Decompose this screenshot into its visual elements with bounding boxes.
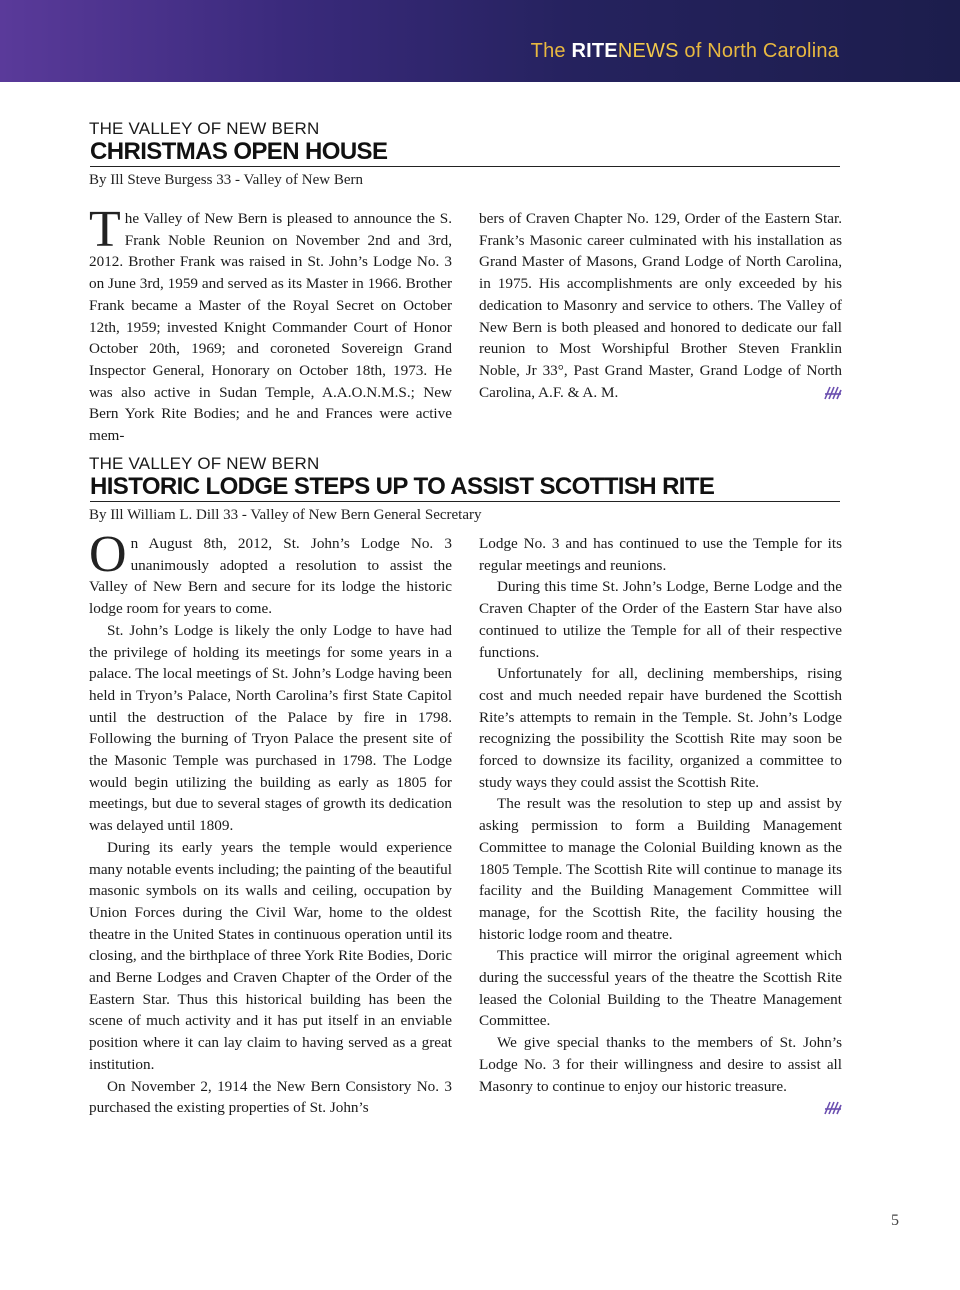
article1-kicker: THE VALLEY OF NEW BERN [89,119,320,138]
article1-byline: By Ill Steve Burgess 33 - Valley of New Bern [89,172,363,188]
masthead-rite: RITE [571,40,618,62]
masthead-pre: The [530,40,572,62]
article2-right-p4: The result was the resolution to step up and assist by asking permission to form a Building Management Committee to manage the Colonial Building known as the 1805 Temple. The Scottish Rite will continue to manage its facility and the Building Management Committee will manage, for the Scottish Rite, the facility housing the historic lodge room and theatre. [479,795,842,943]
article2-heading [89,455,840,525]
article1-headline: CHRISTMAS OPEN HOUSE [90,138,840,167]
page-header-band [0,0,960,82]
article1-left-text: he Valley of New Bern is pleased to announce the S. Frank Noble Reunion on November 2nd and 3rd, 2012. Brother Frank was raised in St. John’s Lodge No. 3 on June 3rd, 1959 and served as its Master in 1966. Brother Frank became a Master of the Royal Secret on October 12th, 1959; invested Knight Commander Court of Honor October 20th, 1969; and coroneted Sovereign Grand Inspector General, Honorary on October 18th, 1973. He was also active in Sudan Temple, A.A.O.N.M.S.; New Bern York Rite Bodies; and he and Frances were active mem- [89,210,452,445]
article1-right-text: bers of Craven Chapter No. 129, Order of the Eastern Star. Frank’s Masonic career culminated with his installation as Grand Master of Masons, Grand Lodge of North Carolina, in 1975. His accomplishments are only exceeded by his dedication to Masonry and service to others. The Valley of New Bern is both pleased and honored to dedicate our fall reunion to Most Worshipful Brother Steven Franklin Noble, Jr 33°, Past Grand Master, Grand Lodge of North Carolina, A.F. & A. M. [479,210,842,401]
article2-headline: HISTORIC LODGE STEPS UP TO ASSIST SCOTTISH RITE [90,473,840,502]
article2-left-p4: On November 2, 1914 the New Bern Consistory No. 3 purchased the existing properties of St. John’s [89,1077,452,1117]
article2-kicker: THE VALLEY OF NEW BERN [89,454,320,473]
article1-heading [89,120,840,190]
article2-dropcap: O [89,526,127,583]
article2-left-p3: During its early years the temple would experience many notable events including; the painting of the beautiful masonic symbols on its walls and ceiling, occupation by Union Forces during the Civil War, home to the oldest theatre in the United States in continuous operation until its closing, and the birthplace of three York Rite Bodies, Doric and Berne Lodges and Craven Chapter of the Order of the Eastern Star. Thus this historical building has been the scene of much activity and it has put itself in an enviable position where it can lay claim to having served as a great institution. [89,838,452,1073]
article2-right-column [479,533,842,1117]
article2-right-p3: Unfortunately for all, declining memberships, rising cost and much needed repair have burdened the Scottish Rite’s attempts to remain in the Temple. St. John’s Lodge recognizing the possibility the Scottish Rite may soon be forced to downsize its facility, organized a committee to study ways they could assist the Scottish Rite. [479,665,842,791]
article2-left-p1: n August 8th, 2012, St. John’s Lodge No. 3 unanimously adopted a resolution to assist the Valley of New Bern and secure for its lodge the historic lodge room for years to come. [89,535,452,618]
masthead-post: of North Carolina [678,40,839,62]
article2-left-p2: St. John’s Lodge is likely the only Lodge to have had the privilege of holding its meetings for some years in a palace. The local meetings of St. John’s Lodge having been held in Tryon’s Palace, North Carolina’s first State Capitol until the destruction of the Palace by fire in 1798. Following the burning of Tryon Palace the present site of the Masonic Temple was purchased in 1798. The Lodge would begin utilizing the building as early as 1805 for meetings, but due to several stages of growth its dedication was delayed until 1809. [89,621,452,835]
article-end-mark-icon [824,1101,842,1115]
article2-right-p1: Lodge No. 3 and has continued to use the Temple for its regular meetings and reunions. [479,535,842,574]
article2-right-p5: This practice will mirror the original agreement which during the successful years of the theatre the Scottish Rite leased the Colonial Building to the Theatre Management Committee. [479,947,842,1030]
masthead-news: NEWS [617,40,679,62]
masthead [531,40,839,63]
article-end-mark-icon [824,386,842,400]
page-number: 5 [891,1212,899,1229]
article2-right-p6: We give special thanks to the members of St. John’s Lodge No. 3 for their willingness and desire to assist all Masonry to continue to enjoy our historic treasure. [479,1034,842,1095]
article2-left-column [89,526,452,1119]
article2-right-p2: During this time St. John’s Lodge, Berne Lodge and the Craven Chapter of the Order of the Eastern Star have also continued to utilize the Temple for all of their respective functions. [479,578,842,661]
article1-dropcap: T [89,201,121,258]
article2-body [89,526,843,1153]
article1-body [89,201,843,445]
article2-byline: By Ill William L. Dill 33 - Valley of New Bern General Secretary [89,507,482,523]
article1-right-column [479,208,842,403]
article1-left-column [89,201,452,447]
